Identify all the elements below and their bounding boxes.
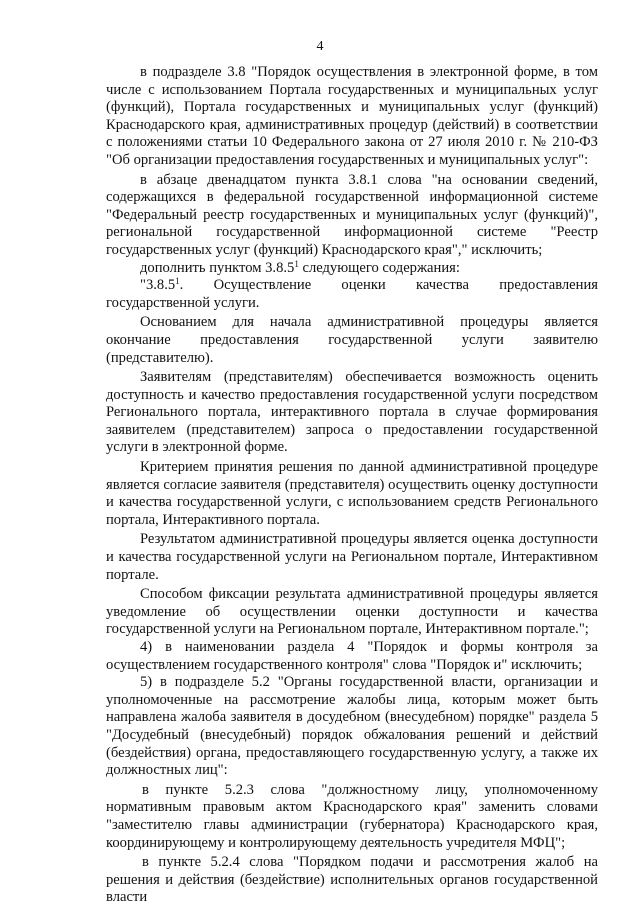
superscript-mark: 1 <box>175 276 180 287</box>
paragraph-applicants: Заявителям (представителям) обеспечивается возможность оценить доступность и качество предоставления государственной услуги посредством Регионального портала, интерактивного портала в случае формирования заявителем (представителем) запроса о предоставлении государственной услуги в электронной форме. <box>106 369 598 456</box>
paragraph-add-item-pre: дополнить пунктом 3.8.5 <box>140 259 295 276</box>
paragraph-subsection-3-8: в подразделе 3.8 "Порядок осуществления в электронной форме, в том числе с использованием Портала государственных и муниципальных услуг (функций), Портала государственных и муниципальных услуг (функций) Краснодарского края, административных процедур (действий) в соответствии с положениями статьи 10 Федерального закона от 27 июля 2010 г. № 210-ФЗ "Об организации предоставления государственных и муниципальных услуг": <box>106 64 598 168</box>
paragraph-item-3-8-1: в абзаце двенадцатом пункта 3.8.1 слова "на основании сведений, содержащихся в федеральной государственной информационной системе "Федеральный реестр государственных и муниципальных услуг (функций)", региональной государственной информационной системе "Реестр государственных услуг (функций) Краснодарского края"," исключить; <box>106 171 598 258</box>
paragraph-add-item <box>106 260 598 278</box>
superscript-mark: 1 <box>294 258 299 269</box>
paragraph-add-item-post: следующего содержания: <box>298 259 460 276</box>
paragraph-result: Результатом административной процедуры является оценка доступности и качества государственной услуги на Региональном портале, Интерактивном портале. <box>106 531 598 583</box>
paragraph-item-3-8-5-1-pre: "3.8.5 <box>140 277 176 294</box>
page-number: 4 <box>316 39 324 54</box>
paragraph-item-3-8-5-1-post: . Осуществление оценки качества предоставления государственной услуги. <box>106 277 598 311</box>
document-body <box>106 64 598 907</box>
paragraph-fixation: Способом фиксации результата административной процедуры является уведомление об осуществлении оценки доступности и качества государственной услуги на Региональном портале, Интерактивном портале."; <box>106 586 598 638</box>
paragraph-item-3-8-5-1 <box>106 277 598 312</box>
paragraph-subsection-5-2: 5) в подразделе 5.2 "Органы государственной власти, организации и уполномоченные на рассмотрение жалобы лица, которым может быть направлена жалоба заявителя в досудебном (внесудебном) порядке" раздела 5 "Досудебный (внесудебный) порядок обжалования решений и действий (бездействия) органа, предоставляющего государственную услугу, а также их должностных лиц": <box>106 674 598 779</box>
paragraph-item-5-2-3: в пункте 5.2.3 слова "должностному лицу, уполномоченному нормативным правовым актом Краснодарского края" заменить словами "заместителю главы администрации (губернатора) Краснодарского края, координирующему и контролирующему деятельность учредителя МФЦ"; <box>106 781 598 851</box>
paragraph-section-4: 4) в наименовании раздела 4 "Порядок и формы контроля за осуществлением государственного контроля" слова "Порядок и" исключить; <box>106 639 598 673</box>
paragraph-item-5-2-4: в пункте 5.2.4 слова "Порядком подачи и рассмотрения жалоб на решения и действия (бездействие) исполнительных органов государственной власти <box>106 854 598 906</box>
paragraph-basis: Основанием для начала административной процедуры является окончание предоставления государственной услуги заявителю (представителю). <box>106 314 598 366</box>
paragraph-criterion: Критерием принятия решения по данной административной процедуре является согласие заявителя (представителя) осуществить оценку доступности и качества государственной услуги, с использованием средств Регионального портала, Интерактивного портала. <box>106 459 598 528</box>
